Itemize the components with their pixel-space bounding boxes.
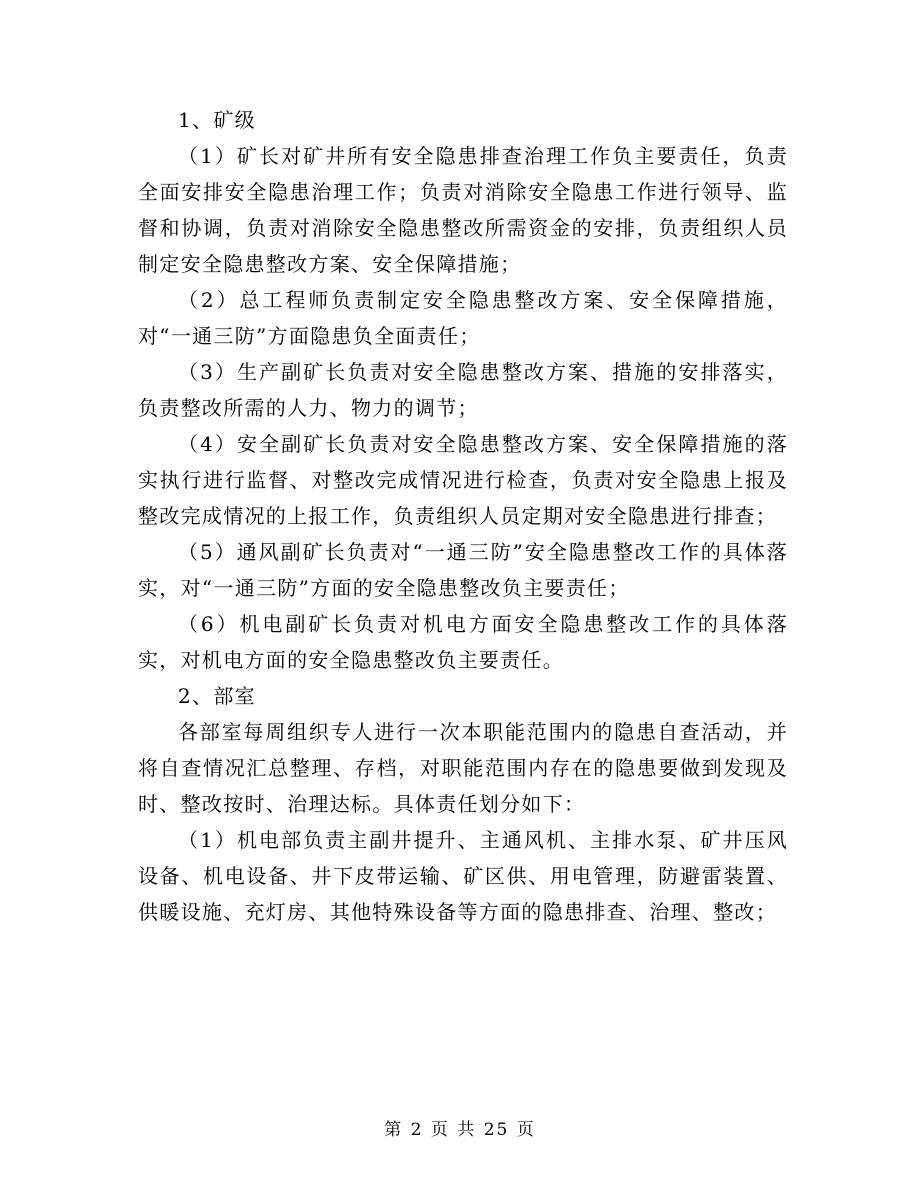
section-heading-departments: 2、部室 <box>178 684 256 708</box>
paragraph-ventilation-deputy: （5）通风副矿长负责对“一通三防”安全隐患整改工作的具体落实，对“一通三防”方面的安全隐患整改负主要责任； <box>138 540 788 600</box>
paragraph-safety-deputy: （4）安全副矿长负责对安全隐患整改方案、安全保障措施的落实执行进行监督、对整改完成情况进行检查，负责对安全隐患上报及整改完成情况的上报工作，负责组织人员定期对安全隐患进行排查； <box>138 432 788 528</box>
section-heading-mine-level: 1、矿级 <box>178 108 256 132</box>
paragraph-production-deputy: （3）生产副矿长负责对安全隐患整改方案、措施的安排落实，负责整改所需的人力、物力的调节； <box>138 360 788 420</box>
paragraph-electromechanical-dept: （1）机电部负责主副井提升、主通风机、主排水泵、矿井压风设备、机电设备、井下皮带运输、矿区供、用电管理，防避雷装置、供暖设施、充灯房、其他特殊设备等方面的隐患排查、治理、整改； <box>138 828 788 924</box>
paragraph-electromechanical-deputy: （6）机电副矿长负责对机电方面安全隐患整改工作的具体落实，对机电方面的安全隐患整改负主要责任。 <box>138 612 788 672</box>
paragraph-chief-engineer: （2）总工程师负责制定安全隐患整改方案、安全保障措施，对“一通三防”方面隐患负全面责任； <box>138 288 788 348</box>
page-number-footer: 第 2 页 共 25 页 <box>384 1120 536 1140</box>
paragraph-departments-intro: 各部室每周组织专人进行一次本职能范围内的隐患自查活动，并将自查情况汇总整理、存档，对职能范围内存在的隐患要做到发现及时、整改按时、治理达标。具体责任划分如下： <box>138 720 788 816</box>
document-body <box>138 102 788 930</box>
paragraph-mine-director: （1）矿长对矿井所有安全隐患排查治理工作负主要责任，负责全面安排安全隐患治理工作；负责对消除安全隐患工作进行领导、监督和协调，负责对消除安全隐患整改所需资金的安排，负责组织人员制定安全隐患整改方案、安全保障措施； <box>138 144 788 276</box>
